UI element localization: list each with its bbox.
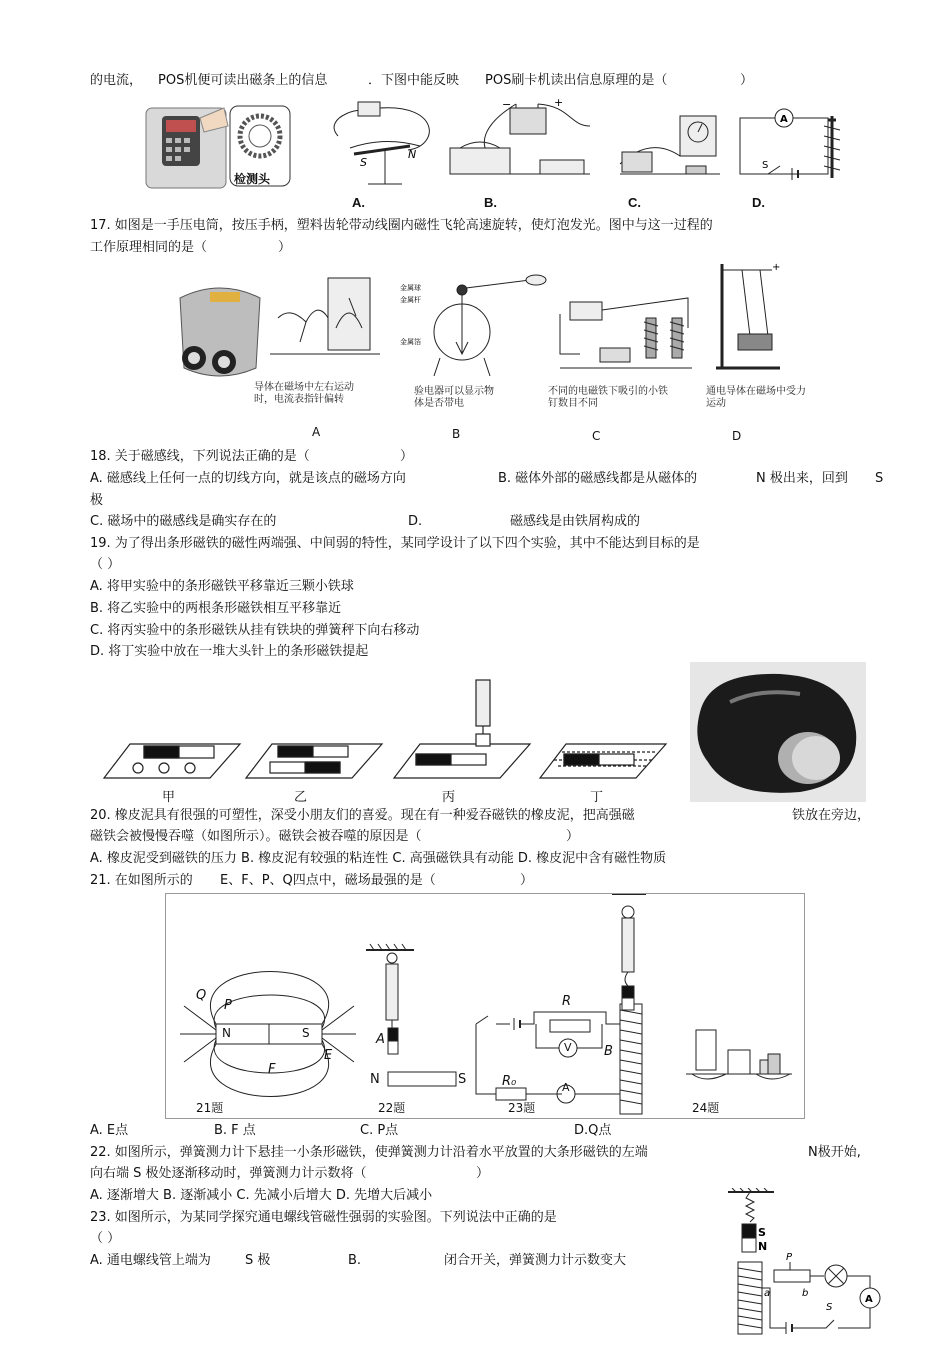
- q22-stem-line1: 22. 如图所示，弹簧测力计下悬挂一小条形磁铁，使弹簧测力计沿着水平放置的大条形磁铁的左端: [90, 1145, 648, 1160]
- q18-option-b-part3: S: [875, 471, 884, 486]
- svg-text:S: S: [360, 156, 367, 169]
- q22-options: A. 逐渐增大 B. 逐渐减小 C. 先减小后增大 D. 先增大后减小: [90, 1188, 433, 1203]
- q19-stem: 19. 为了得出条形磁铁的磁性两端强、中间弱的特性，某同学设计了以下四个实验，其中不能达到目标的是: [90, 536, 700, 551]
- q16-option-d-label: D.: [752, 195, 765, 210]
- fig22-bar-s: S: [458, 1072, 467, 1087]
- fig-label-21: 21题: [196, 1101, 224, 1115]
- q23-option-b-text: 闭合开关，弹簧测力计示数变大: [444, 1253, 627, 1268]
- balance-24: [686, 1030, 792, 1079]
- q23-stem: 23. 如图所示，为某同学探究通电螺线管磁性强弱的实验图。下列说法中正确的是: [90, 1210, 557, 1225]
- option-a-figure: [334, 102, 429, 184]
- q19-label-jia: 甲: [162, 790, 176, 805]
- q22-stem-line2: 向右端 S 极处逐渐移动时，弹簧测力计示数将（: [90, 1166, 367, 1181]
- q18-option-b-part1: B. 磁体外部的磁感线都是从磁体的: [498, 471, 698, 486]
- svg-text:P: P: [786, 1252, 793, 1263]
- svg-text:S: S: [758, 1226, 766, 1239]
- q17-label-b: B: [452, 427, 461, 441]
- line-q16-part2: POS机便可读出磁条上的信息: [158, 73, 328, 88]
- spring-balance-22: [366, 944, 456, 1086]
- fig22-magnet-a: A: [376, 1032, 385, 1047]
- putty-magnet-photo: [690, 662, 866, 802]
- svg-text:a: a: [764, 1288, 771, 1299]
- svg-text:+: +: [554, 96, 564, 109]
- q17-stem-paren: ）: [278, 240, 292, 255]
- q18-option-d-letter: D.: [408, 514, 423, 529]
- svg-text:金属球: 金属球: [400, 284, 421, 292]
- option-c-electromagnets: [560, 298, 692, 368]
- fig21-magnet-s: S: [302, 1026, 310, 1040]
- fig23-rheostat-r: R: [562, 994, 572, 1009]
- line-q16-part1: 的电流，: [90, 73, 143, 88]
- q17-caption-d: 通电导体在磁场中受力运动: [706, 386, 806, 409]
- q19-figure-row: [100, 674, 670, 804]
- q19-label-yi: 乙: [294, 790, 308, 805]
- q23-paren: （ ）: [90, 1231, 121, 1246]
- q17-stem-line1: 17. 如图是一手压电筒，按压手柄，塑料齿轮带动线圈内磁性飞轮高速旋转，使灯泡发光。图中与这一过程的: [90, 218, 713, 233]
- q17-caption-c: 不同的电磁铁下吸引的小铁钉数目不同: [548, 386, 668, 409]
- svg-text:N: N: [758, 1240, 768, 1253]
- option-b-electroscope: [434, 275, 546, 376]
- q18-option-d-text: 磁感线是由铁屑构成的: [510, 514, 641, 529]
- q21-option-b: B. F 点: [214, 1123, 256, 1138]
- fig-label-24: 24题: [692, 1101, 720, 1115]
- fig21-magnet-n: N: [222, 1026, 231, 1040]
- svg-text:A: A: [780, 114, 788, 125]
- q21-stem: 21. 在如图所示的: [90, 873, 193, 888]
- q21-stem-b: E、F、P、Q四点中，磁场最强的是（: [220, 873, 436, 888]
- q16-option-b-label: B.: [484, 195, 497, 210]
- q20-stem-line1: 20. 橡皮泥具有很强的可塑性，深受小朋友们的喜爱。现在有一种爱吞磁铁的橡皮泥，把高强磁: [90, 808, 635, 823]
- line-q16-part3: ．下图中能反映: [368, 73, 460, 88]
- hand-press-flashlight-image: [180, 288, 260, 376]
- q19-label-bing: 丙: [442, 790, 456, 805]
- q20-options: A. 橡皮泥受到磁铁的压力 B. 橡皮泥有较强的粘连性 C. 高强磁铁具有动能 D. 橡皮泥中含有磁性物质: [90, 851, 667, 866]
- q17-caption-b: 验电器可以显示物体是否带电: [414, 386, 494, 409]
- q16-option-a-label: A.: [352, 195, 365, 210]
- q17-figure-row: [160, 258, 800, 444]
- point-q-label: Q: [196, 988, 207, 1003]
- line-q16-part4: POS刷卡机读出信息原理的是（: [485, 73, 668, 88]
- point-f-label: F: [268, 1062, 276, 1077]
- option-c-figure: [620, 116, 720, 174]
- q22-stem-line1b: N极开始,: [808, 1145, 861, 1160]
- q19-option-a: A. 将甲实验中的条形磁铁平移靠近三颗小铁球: [90, 579, 354, 594]
- q20-paren: ）: [566, 829, 580, 844]
- q17-caption-a: 导体在磁场中左右运动时，电流表指针偏转: [254, 382, 354, 405]
- point-e-label: E: [324, 1048, 333, 1063]
- q20-stem-line2: 磁铁会被慢慢吞噬（如图所示）。磁铁会被吞噬的原因是（: [90, 829, 422, 844]
- option-d-figure: [740, 109, 840, 180]
- q21-paren: ）: [520, 873, 534, 888]
- q18-option-c: C. 磁场中的磁感线是确实存在的: [90, 514, 277, 529]
- fig-label-22: 22题: [378, 1101, 406, 1115]
- pos-machine-image: [146, 108, 228, 188]
- svg-text:A: A: [865, 1294, 873, 1305]
- q22-paren: ）: [476, 1166, 490, 1181]
- line-q16-part5: ）: [740, 73, 754, 88]
- q17-label-d: D: [732, 429, 742, 443]
- option-d-conductor: [716, 264, 780, 368]
- fig23-ammeter-a: A: [562, 1081, 570, 1094]
- q18-stem-paren: ）: [400, 449, 414, 464]
- q21-24-figures: [166, 894, 802, 1116]
- detect-head-label: 检测头: [234, 172, 271, 186]
- q19-label-ding: 丁: [590, 790, 604, 805]
- svg-text:金属杆: 金属杆: [400, 296, 421, 304]
- q19-option-d: D. 将丁实验中放在一堆大头针上的条形磁铁提起: [90, 644, 369, 659]
- q19-paren: （ ）: [90, 557, 121, 572]
- q23-option-a: A. 通电螺线管上端为: [90, 1253, 211, 1268]
- svg-text:S: S: [826, 1302, 833, 1313]
- svg-text:+: +: [772, 262, 781, 273]
- q20-stem-line1b: 铁放在旁边，: [792, 808, 871, 823]
- option-a-apparatus: [270, 278, 380, 354]
- q17-stem-line2: 工作原理相同的是（: [90, 240, 208, 255]
- q18-option-a: A. 磁感线上任何一点的切线方向，就是该点的磁场方向: [90, 471, 406, 486]
- q19-option-b: B. 将乙实验中的两根条形磁铁相互平移靠近: [90, 601, 342, 616]
- q21-option-d: D.Q点: [574, 1123, 612, 1138]
- fig23-voltmeter-v: V: [564, 1041, 572, 1054]
- q18-stem: 18. 关于磁感线，下列说法正确的是（: [90, 449, 310, 464]
- q17-label-a: A: [312, 425, 321, 439]
- fig-label-23: 23题: [508, 1101, 536, 1115]
- q18-option-b-part4: 极: [90, 493, 104, 508]
- fig22-bar-n: N: [370, 1072, 380, 1087]
- q21-option-a: A. E点: [90, 1123, 129, 1138]
- q23-option-a-b: S 极: [245, 1253, 271, 1268]
- svg-text:−: −: [502, 98, 512, 111]
- option-b-figure: [450, 104, 590, 174]
- svg-text:N: N: [408, 148, 417, 161]
- q23-solenoid-figure: [720, 1188, 896, 1338]
- fig23-solenoid-b: B: [604, 1044, 613, 1059]
- q18-option-b-part2: N 极出来，回到: [756, 471, 848, 486]
- q16-option-c-label: C.: [628, 195, 641, 210]
- q23-option-b-letter: B.: [348, 1253, 362, 1268]
- q21-option-c: C. P点: [360, 1123, 399, 1138]
- q17-label-c: C: [592, 429, 601, 443]
- svg-text:金属箔: 金属箔: [400, 338, 421, 346]
- point-p-label: P: [224, 998, 232, 1013]
- svg-text:S: S: [762, 160, 769, 171]
- svg-text:b: b: [802, 1288, 809, 1299]
- q19-option-c: C. 将丙实验中的条形磁铁从挂有铁块的弹簧秤下向右移动: [90, 623, 420, 638]
- fig23-resistor-r0: R₀: [502, 1074, 517, 1089]
